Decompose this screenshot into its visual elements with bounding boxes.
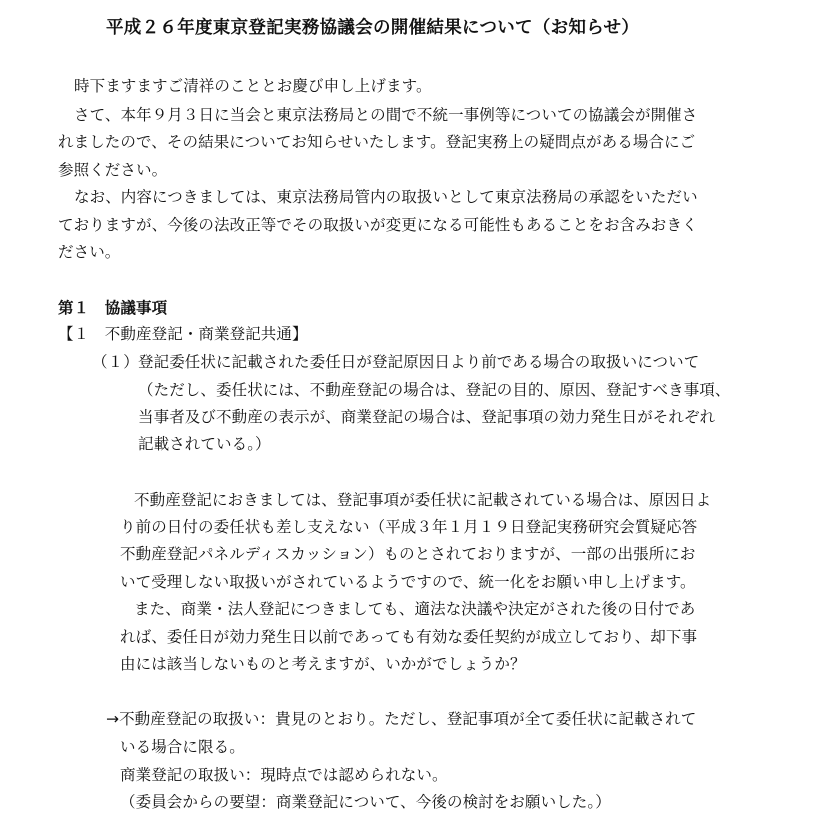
intro-line: ださい。 xyxy=(58,243,121,261)
item-note-line: （ただし、委任状には、不動産登記の場合は、登記の目的、原因、登記すべき事項、 xyxy=(138,381,731,399)
item-body-line: り前の日付の委任状も差し支えない（平成３年１月１９日登記実務研究会質疑応答 xyxy=(120,518,698,536)
item-body-line: 不動産登記におきましては、登記事項が委任状に記載されている場合は、原因日よ xyxy=(134,491,712,509)
intro-line: 参照ください。 xyxy=(58,161,168,179)
answer-line: 商業登記の取扱い：現時点では認められない。 xyxy=(120,766,448,784)
item-title: 登記委任状に記載された委任日が登記原因日より前である場合の取扱いについて xyxy=(138,353,700,371)
answer-line: →不動産登記の取扱い：貴見のとおり。ただし、登記事項が全て委任状に記載されて xyxy=(106,710,697,728)
item-body-line: 由には該当しないものと考えますが、いかがでしょうか？ xyxy=(120,655,526,673)
intro-line: さて、本年９月３日に当会と東京法務局との間で不統一事例等についての協議会が開催さ xyxy=(74,106,698,124)
item-note-line: 当事者及び不動産の表示が、商業登記の場合は、登記事項の効力発生日がそれぞれ xyxy=(138,408,716,426)
section-heading: 第１ 協議事項 xyxy=(58,299,168,317)
item-body-line: いて受理しない取扱いがされているようですので、統一化をお願い申し上げます。 xyxy=(120,573,696,591)
item-body-line: また、商業・法人登記につきましても、適法な決議や決定がされた後の日付であ xyxy=(134,600,696,618)
item-number: （１） xyxy=(92,353,139,371)
answer-line: （委員会からの要望：商業登記について、今後の検討をお願いした。） xyxy=(120,793,611,811)
intro-line: なお、内容につきましては、東京法務局管内の取扱いとして東京法務局の承認をいただい xyxy=(74,188,698,206)
document-title: 平成２６年度東京登記実務協議会の開催結果について（お知らせ） xyxy=(106,18,640,38)
subsection-heading: 【１ 不動産登記・商業登記共通】 xyxy=(58,325,308,343)
item-body-line: れば、委任日が効力発生日以前であっても有効な委任契約が成立しており、却下事 xyxy=(120,628,698,646)
item-note-line: 記載されている。） xyxy=(138,435,271,453)
intro-line: れましたので、その結果についてお知らせいたします。登記実務上の疑問点がある場合にご xyxy=(58,133,696,151)
item-body-line: 不動産登記パネルディスカッション）ものとされておりますが、一部の出張所にお xyxy=(120,545,696,563)
intro-line: 時下ますますご清祥のこととお慶び申し上げます。 xyxy=(74,77,432,95)
answer-line: いる場合に限る。 xyxy=(120,738,245,756)
intro-line: ておりますが、今後の法改正等でその取扱いが変更になる可能性もあることをお含みおきく xyxy=(58,216,698,234)
